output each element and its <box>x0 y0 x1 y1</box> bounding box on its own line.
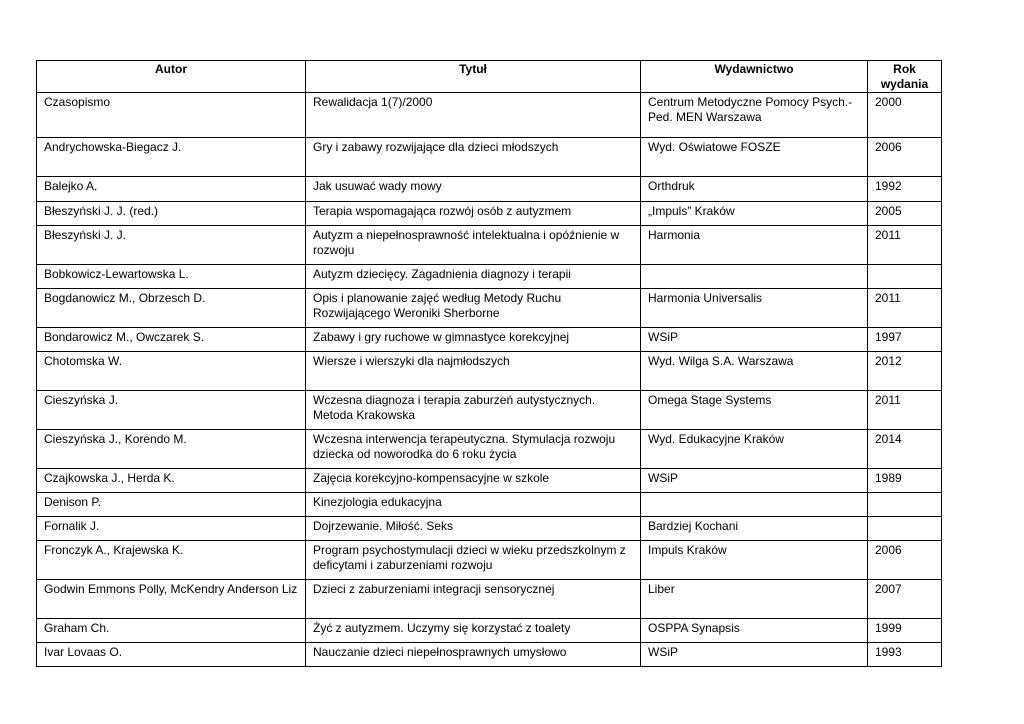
table-row <box>37 328 942 352</box>
cell-author: Godwin Emmons Polly, McKendry Anderson Liz <box>37 580 306 619</box>
cell-publisher: Impuls Kraków <box>641 541 868 580</box>
cell-title: Jak usuwać wady mowy <box>306 177 641 202</box>
cell-author: Czasopismo <box>37 93 306 138</box>
cell-author: Błeszyński J. J. <box>37 226 306 265</box>
cell-title: Dojrzewanie. Miłość. Seks <box>306 517 641 541</box>
cell-year <box>868 493 942 517</box>
cell-author: Cieszyńska J., Korendo M. <box>37 430 306 469</box>
cell-title: Autyzm a niepełnosprawność intelektualna i opóźnienie w rozwoju <box>306 226 641 265</box>
bibliography-table <box>36 60 942 667</box>
cell-title: Wczesna interwencja terapeutyczna. Stymulacja rozwoju dziecka od noworodka do 6 roku życia <box>306 430 641 469</box>
cell-publisher: Orthdruk <box>641 177 868 202</box>
cell-publisher: Wyd. Edukacyjne Kraków <box>641 430 868 469</box>
cell-author: Bogdanowicz M., Obrzesch D. <box>37 289 306 328</box>
cell-title: Autyzm dziecięcy. Zagadnienia diagnozy i terapii <box>306 265 641 289</box>
table-body <box>37 93 942 667</box>
cell-publisher <box>641 493 868 517</box>
header-year-line1: Rok <box>893 62 916 76</box>
header-row <box>37 61 942 93</box>
cell-publisher: Harmonia <box>641 226 868 265</box>
header-year <box>868 61 942 93</box>
table-row <box>37 391 942 430</box>
cell-publisher: Centrum Metodyczne Pomocy Psych.-Ped. MEN Warszawa <box>641 93 868 138</box>
cell-author: Ivar Lovaas O. <box>37 643 306 667</box>
cell-author: Błeszyński J. J. (red.) <box>37 202 306 226</box>
cell-title: Dzieci z zaburzeniami integracji sensorycznej <box>306 580 641 619</box>
cell-title: Wczesna diagnoza i terapia zaburzeń autystycznych. Metoda Krakowska <box>306 391 641 430</box>
cell-year: 2006 <box>868 541 942 580</box>
header-author: Autor <box>37 61 306 93</box>
cell-year: 2014 <box>868 430 942 469</box>
header-publisher: Wydawnictwo <box>641 61 868 93</box>
table-row <box>37 619 942 643</box>
cell-author: Bobkowicz-Lewartowska L. <box>37 265 306 289</box>
header-title: Tytuł <box>306 61 641 93</box>
cell-title: Zabawy i gry ruchowe w gimnastyce korekcyjnej <box>306 328 641 352</box>
cell-year: 1993 <box>868 643 942 667</box>
cell-title: Gry i zabawy rozwijające dla dzieci młodszych <box>306 138 641 177</box>
cell-title: Program psychostymulacji dzieci w wieku przedszkolnym z deficytami i zaburzeniami rozwoju <box>306 541 641 580</box>
cell-year: 2011 <box>868 391 942 430</box>
cell-title: Żyć z autyzmem. Uczymy się korzystać z toalety <box>306 619 641 643</box>
cell-year <box>868 517 942 541</box>
cell-author: Fornalik J. <box>37 517 306 541</box>
table-row <box>37 289 942 328</box>
cell-author: Czajkowska J., Herda K. <box>37 469 306 493</box>
cell-author: Chotomska W. <box>37 352 306 391</box>
cell-author: Cieszyńska J. <box>37 391 306 430</box>
cell-publisher: WSiP <box>641 328 868 352</box>
table-row <box>37 177 942 202</box>
cell-title: Kinezjologia edukacyjna <box>306 493 641 517</box>
table-row <box>37 517 942 541</box>
cell-title: Zajęcia korekcyjno-kompensacyjne w szkole <box>306 469 641 493</box>
cell-publisher: Wyd. Oświatowe FOSZE <box>641 138 868 177</box>
table-row <box>37 202 942 226</box>
table-header <box>37 61 942 93</box>
cell-author: Balejko A. <box>37 177 306 202</box>
cell-publisher: OSPPA Synapsis <box>641 619 868 643</box>
cell-year: 2011 <box>868 226 942 265</box>
cell-publisher: WSiP <box>641 643 868 667</box>
table-row <box>37 580 942 619</box>
cell-year: 2012 <box>868 352 942 391</box>
cell-author: Denison P. <box>37 493 306 517</box>
table-row <box>37 643 942 667</box>
table-row <box>37 541 942 580</box>
cell-publisher: WSiP <box>641 469 868 493</box>
cell-author: Andrychowska-Biegacz J. <box>37 138 306 177</box>
table-row <box>37 265 942 289</box>
table-row <box>37 138 942 177</box>
cell-year: 2007 <box>868 580 942 619</box>
table-row <box>37 352 942 391</box>
cell-year: 2011 <box>868 289 942 328</box>
cell-year: 2000 <box>868 93 942 138</box>
cell-title: Opis i planowanie zajęć według Metody Ruchu Rozwijającego Weroniki Sherborne <box>306 289 641 328</box>
cell-title: Terapia wspomagająca rozwój osób z autyzmem <box>306 202 641 226</box>
cell-publisher: Omega Stage Systems <box>641 391 868 430</box>
cell-publisher <box>641 265 868 289</box>
table-row <box>37 430 942 469</box>
table-row <box>37 226 942 265</box>
cell-year: 2005 <box>868 202 942 226</box>
cell-title: Rewalidacja 1(7)/2000 <box>306 93 641 138</box>
cell-year: 1997 <box>868 328 942 352</box>
cell-publisher: „Impuls” Kraków <box>641 202 868 226</box>
cell-title: Nauczanie dzieci niepełnosprawnych umysłowo <box>306 643 641 667</box>
cell-year: 1992 <box>868 177 942 202</box>
cell-publisher: Wyd. Wilga S.A. Warszawa <box>641 352 868 391</box>
cell-year <box>868 265 942 289</box>
cell-title: Wiersze i wierszyki dla najmłodszych <box>306 352 641 391</box>
cell-year: 2006 <box>868 138 942 177</box>
header-year-line2: wydania <box>880 77 929 91</box>
cell-author: Fronczyk A., Krajewska K. <box>37 541 306 580</box>
cell-publisher: Harmonia Universalis <box>641 289 868 328</box>
cell-year: 1999 <box>868 619 942 643</box>
cell-publisher: Liber <box>641 580 868 619</box>
cell-author: Bondarowicz M., Owczarek S. <box>37 328 306 352</box>
cell-publisher: Bardziej Kochani <box>641 517 868 541</box>
cell-year: 1989 <box>868 469 942 493</box>
table-row <box>37 493 942 517</box>
table-row <box>37 469 942 493</box>
cell-author: Graham Ch. <box>37 619 306 643</box>
table-row <box>37 93 942 138</box>
